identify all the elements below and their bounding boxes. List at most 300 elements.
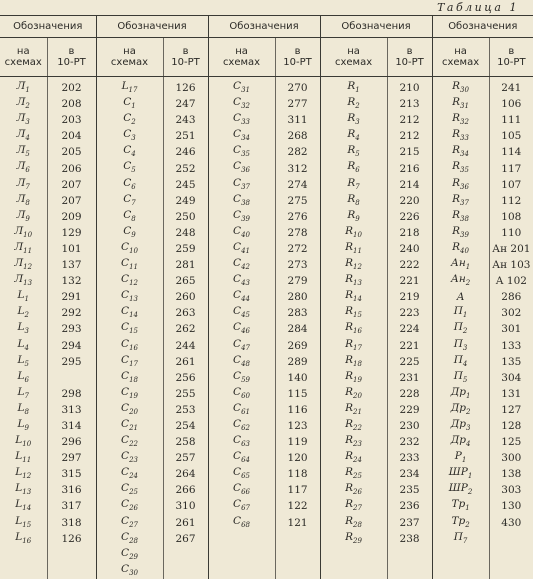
code-value: 207 [47, 177, 96, 193]
scheme-symbol: $R_{30}$ [432, 77, 489, 97]
scheme-symbol: $R_{18}$ [320, 354, 387, 370]
scheme-symbol: $П_3$ [432, 338, 489, 354]
code-value: 295 [47, 354, 96, 370]
code-value: А 102 [489, 273, 533, 289]
code-value: 310 [163, 498, 208, 514]
scheme-symbol: $П_2$ [432, 321, 489, 337]
table-row [0, 466, 533, 482]
scheme-symbol: $П_4$ [432, 354, 489, 370]
code-value: 315 [47, 466, 96, 482]
code-value: 246 [163, 144, 208, 160]
scheme-symbol: $R_5$ [320, 144, 387, 160]
table-row [0, 515, 533, 531]
code-value: 241 [489, 77, 533, 97]
scheme-symbol: $C_{68}$ [208, 515, 275, 531]
scheme-symbol [432, 547, 489, 563]
scheme-symbol: $R_{38}$ [432, 209, 489, 225]
table-caption: Таблица 1 [437, 1, 519, 14]
subheader-code: в 10-РТ [163, 38, 208, 77]
scheme-symbol: $R_{17}$ [320, 338, 387, 354]
code-value: 209 [47, 209, 96, 225]
code-value: 261 [163, 354, 208, 370]
group-header: Обозначения [208, 16, 320, 38]
scheme-symbol: $Л_4$ [16, 128, 30, 143]
scheme-symbol: $C_{15}$ [96, 321, 163, 337]
scheme-symbol: $C_{48}$ [208, 354, 275, 370]
scheme-symbol: $L_{11}$ [15, 450, 32, 465]
scheme-symbol: $Др_3$ [432, 418, 489, 434]
scheme-symbol: $Тр_2$ [432, 515, 489, 531]
scheme-symbol: $R_6$ [320, 160, 387, 176]
code-value: 277 [275, 96, 320, 112]
table-row [0, 563, 533, 579]
scheme-symbol: $C_{65}$ [208, 466, 275, 482]
code-value: Ан 103 [489, 257, 533, 273]
code-value: 272 [275, 241, 320, 257]
scheme-symbol: $R_{10}$ [320, 225, 387, 241]
table-row [0, 354, 533, 370]
scheme-symbol: $Ан_1$ [432, 257, 489, 273]
subheader-scheme: на схемах [432, 38, 489, 77]
table-row [0, 77, 533, 97]
scheme-symbol: $C_2$ [96, 112, 163, 128]
scheme-symbol: $C_{38}$ [208, 193, 275, 209]
scheme-symbol: $R_{20}$ [320, 386, 387, 402]
code-value: 231 [387, 370, 432, 386]
code-value: 221 [387, 338, 432, 354]
code-value: 296 [47, 434, 96, 450]
scheme-symbol: $C_4$ [96, 144, 163, 160]
table-row [0, 547, 533, 563]
code-value: 140 [275, 370, 320, 386]
table-row [0, 144, 533, 160]
table-row [0, 225, 533, 241]
subheader-row [0, 38, 533, 77]
scheme-symbol: $R_{23}$ [320, 434, 387, 450]
code-value: 218 [387, 225, 432, 241]
scheme-symbol: $L_6$ [17, 369, 29, 384]
code-value: 230 [387, 418, 432, 434]
scheme-symbol: $L_{13}$ [15, 482, 32, 497]
code-value: 258 [163, 434, 208, 450]
code-value: 311 [275, 112, 320, 128]
code-value: 254 [163, 418, 208, 434]
table-row [0, 338, 533, 354]
code-value: 259 [163, 241, 208, 257]
code-value: 205 [47, 144, 96, 160]
scheme-symbol [320, 547, 387, 563]
scheme-symbol: $C_8$ [96, 209, 163, 225]
scheme-symbol: $C_{22}$ [96, 434, 163, 450]
scheme-symbol: $R_{33}$ [432, 128, 489, 144]
scheme-symbol: $C_{14}$ [96, 305, 163, 321]
scheme-symbol: $L_{15}$ [15, 514, 32, 529]
scheme-symbol: $C_{47}$ [208, 338, 275, 354]
code-value: 274 [275, 177, 320, 193]
scheme-symbol: $C_7$ [96, 193, 163, 209]
scheme-symbol: $C_{44}$ [208, 289, 275, 305]
code-value: 262 [163, 321, 208, 337]
code-value: 126 [163, 77, 208, 97]
code-value [47, 370, 96, 386]
code-value: 273 [275, 257, 320, 273]
code-value: 125 [489, 434, 533, 450]
scheme-symbol: $C_{10}$ [96, 241, 163, 257]
code-value: 293 [47, 321, 96, 337]
scheme-symbol: $R_{26}$ [320, 482, 387, 498]
table-row [0, 193, 533, 209]
code-value: 108 [489, 209, 533, 225]
table-row [0, 370, 533, 386]
scheme-symbol: $C_{40}$ [208, 225, 275, 241]
scheme-symbol: $Л_3$ [16, 112, 30, 127]
scheme-symbol: $C_{26}$ [96, 498, 163, 514]
code-value: 282 [275, 144, 320, 160]
code-value: 263 [163, 305, 208, 321]
scheme-symbol: $C_{37}$ [208, 177, 275, 193]
scheme-symbol: $C_{18}$ [96, 370, 163, 386]
scheme-symbol: $C_{42}$ [208, 257, 275, 273]
code-value: 270 [275, 77, 320, 97]
code-value: 208 [47, 96, 96, 112]
scheme-symbol: $R_{32}$ [432, 112, 489, 128]
table-row [0, 482, 533, 498]
code-value [163, 547, 208, 563]
code-value: 304 [489, 370, 533, 386]
table-row [0, 386, 533, 402]
code-value: 226 [387, 209, 432, 225]
code-value: 234 [387, 466, 432, 482]
table-row [0, 434, 533, 450]
code-value: 261 [163, 515, 208, 531]
scheme-symbol: $L_{12}$ [15, 466, 32, 481]
code-value: 256 [163, 370, 208, 386]
scheme-symbol: $R_{28}$ [320, 515, 387, 531]
code-value: 317 [47, 498, 96, 514]
scheme-symbol: $R_{13}$ [320, 273, 387, 289]
scheme-symbol: $R_{29}$ [320, 531, 387, 547]
code-value: 252 [163, 160, 208, 176]
code-value: 244 [163, 338, 208, 354]
scheme-symbol: $C_{28}$ [96, 531, 163, 547]
code-value: 118 [275, 466, 320, 482]
code-value: 123 [275, 418, 320, 434]
scheme-symbol: $C_{59}$ [208, 370, 275, 386]
code-value: 112 [489, 193, 533, 209]
scheme-symbol: $Л_9$ [16, 208, 30, 223]
scheme-symbol: $Л_5$ [16, 144, 30, 159]
scheme-symbol: $Л_6$ [16, 160, 30, 175]
code-value: 117 [489, 160, 533, 176]
scheme-symbol: $R_9$ [320, 209, 387, 225]
code-value: 318 [47, 515, 96, 531]
scheme-symbol: $C_{30}$ [96, 563, 163, 579]
code-value [387, 563, 432, 579]
table-row [0, 177, 533, 193]
designations-table [0, 15, 533, 579]
scheme-symbol: $C_{17}$ [96, 354, 163, 370]
scheme-symbol: $C_{35}$ [208, 144, 275, 160]
table-row [0, 321, 533, 337]
scheme-symbol: $R_{16}$ [320, 321, 387, 337]
code-value: 257 [163, 450, 208, 466]
code-value: 213 [387, 96, 432, 112]
code-value [47, 547, 96, 563]
scheme-symbol: $R_{31}$ [432, 96, 489, 112]
code-value: 255 [163, 386, 208, 402]
scheme-symbol: $C_{67}$ [208, 498, 275, 514]
scheme-symbol: $L_{10}$ [15, 434, 32, 449]
scheme-symbol: $ШР_1$ [432, 466, 489, 482]
code-value: 219 [387, 289, 432, 305]
scheme-symbol [320, 563, 387, 579]
code-value: 207 [47, 193, 96, 209]
code-value [489, 531, 533, 547]
scheme-symbol: $R_4$ [320, 128, 387, 144]
code-value: 275 [275, 193, 320, 209]
code-value: 302 [489, 305, 533, 321]
code-value: 204 [47, 128, 96, 144]
scheme-symbol: $Л_{13}$ [14, 273, 33, 288]
code-value: 220 [387, 193, 432, 209]
scheme-symbol: $Л_8$ [16, 192, 30, 207]
code-value: 280 [275, 289, 320, 305]
group-header: Обозначения [320, 16, 432, 38]
code-value [489, 547, 533, 563]
scheme-symbol: $R_{27}$ [320, 498, 387, 514]
scheme-symbol: $C_{39}$ [208, 209, 275, 225]
scheme-symbol: $C_3$ [96, 128, 163, 144]
scheme-symbol [0, 563, 47, 579]
scheme-symbol: $C_{34}$ [208, 128, 275, 144]
code-value: 132 [47, 273, 96, 289]
scheme-symbol: $R_8$ [320, 193, 387, 209]
scheme-symbol: $R_3$ [320, 112, 387, 128]
code-value: 106 [489, 96, 533, 112]
code-value: 212 [387, 128, 432, 144]
code-value: 238 [387, 531, 432, 547]
code-value: 430 [489, 515, 533, 531]
code-value: 224 [387, 321, 432, 337]
group-header-row [0, 16, 533, 38]
code-value: 279 [275, 273, 320, 289]
scheme-symbol: $C_{23}$ [96, 450, 163, 466]
code-value: 221 [387, 273, 432, 289]
code-value: 281 [163, 257, 208, 273]
code-value: 232 [387, 434, 432, 450]
scheme-symbol: $R_{39}$ [432, 225, 489, 241]
code-value: 206 [47, 160, 96, 176]
subheader-scheme: на схемах [0, 38, 47, 77]
code-value: 216 [387, 160, 432, 176]
table-row [0, 112, 533, 128]
code-value: 291 [47, 289, 96, 305]
scheme-symbol: $C_{60}$ [208, 386, 275, 402]
scheme-symbol: $Л_1$ [16, 80, 30, 95]
code-value: 228 [387, 386, 432, 402]
code-value: 269 [275, 338, 320, 354]
scheme-symbol: $П_5$ [432, 370, 489, 386]
subheader-scheme: на схемах [208, 38, 275, 77]
table-row [0, 305, 533, 321]
scheme-symbol: $R_{14}$ [320, 289, 387, 305]
code-value: 202 [47, 77, 96, 97]
code-value: 247 [163, 96, 208, 112]
scheme-symbol: $Л_{11}$ [14, 240, 33, 256]
code-value: 250 [163, 209, 208, 225]
scheme-symbol: $Др_1$ [432, 386, 489, 402]
scheme-symbol: $ШР_2$ [432, 482, 489, 498]
group-header: Обозначения [432, 16, 533, 38]
scheme-symbol: $R_{40}$ [432, 241, 489, 257]
code-value: 240 [387, 241, 432, 257]
scheme-symbol [432, 563, 489, 579]
scheme-symbol: $C_{29}$ [96, 547, 163, 563]
table-row [0, 128, 533, 144]
scheme-symbol: $P_1$ [432, 450, 489, 466]
scheme-symbol: $Л_{10}$ [14, 224, 33, 239]
scheme-symbol: $C_{32}$ [208, 96, 275, 112]
code-value: 283 [275, 305, 320, 321]
code-value [387, 547, 432, 563]
code-value: 126 [47, 531, 96, 547]
code-value: 110 [489, 225, 533, 241]
scheme-symbol: $R_{19}$ [320, 370, 387, 386]
code-value: 115 [275, 386, 320, 402]
subheader-scheme: на схемах [320, 38, 387, 77]
scheme-symbol: $C_{12}$ [96, 273, 163, 289]
code-value: 267 [163, 531, 208, 547]
code-value: 133 [489, 338, 533, 354]
scheme-symbol: $C_{46}$ [208, 321, 275, 337]
scheme-symbol: $C_{21}$ [96, 418, 163, 434]
table-row [0, 241, 533, 257]
scheme-symbol: $C_9$ [96, 225, 163, 241]
subheader-code: в 10-РТ [47, 38, 96, 77]
code-value: 117 [275, 482, 320, 498]
subheader-scheme: на схемах [96, 38, 163, 77]
code-value: 316 [47, 482, 96, 498]
code-value: 128 [489, 418, 533, 434]
scheme-symbol: $R_7$ [320, 177, 387, 193]
table-row [0, 498, 533, 514]
scheme-symbol [0, 547, 47, 563]
code-value: 222 [387, 257, 432, 273]
scheme-symbol: $C_{11}$ [96, 257, 163, 273]
code-value: 203 [47, 112, 96, 128]
table-row [0, 209, 533, 225]
code-value: 314 [47, 418, 96, 434]
scheme-symbol: $Л_2$ [16, 96, 30, 111]
code-value: 298 [47, 386, 96, 402]
scheme-symbol: $П_7$ [432, 531, 489, 547]
code-value: 137 [47, 257, 96, 273]
code-value: 245 [163, 177, 208, 193]
code-value: 266 [163, 482, 208, 498]
scheme-symbol: $L_{17}$ [96, 77, 163, 97]
scheme-symbol: $C_{36}$ [208, 160, 275, 176]
code-value: 212 [387, 112, 432, 128]
scheme-symbol: $Л_{12}$ [14, 257, 33, 272]
code-value: 229 [387, 402, 432, 418]
scheme-symbol: $R_1$ [320, 77, 387, 97]
scheme-symbol: $C_{20}$ [96, 402, 163, 418]
code-value: 107 [489, 177, 533, 193]
scheme-symbol: $R_{25}$ [320, 466, 387, 482]
code-value: 312 [275, 160, 320, 176]
code-value: 303 [489, 482, 533, 498]
scheme-symbol: $Тр_1$ [432, 498, 489, 514]
scheme-symbol: $L_7$ [17, 385, 29, 400]
scheme-symbol: $L_4$ [17, 337, 29, 352]
code-value: 121 [275, 515, 320, 531]
code-value: 225 [387, 354, 432, 370]
code-value: 235 [387, 482, 432, 498]
scheme-symbol: $Др_2$ [432, 402, 489, 418]
code-value: 286 [489, 289, 533, 305]
code-value: Ан 201 [489, 241, 533, 257]
scheme-symbol: $П_1$ [432, 305, 489, 321]
code-value: 265 [163, 273, 208, 289]
code-value: 210 [387, 77, 432, 97]
scheme-symbol: $L_2$ [17, 305, 29, 320]
scheme-symbol: $Ан_2$ [432, 273, 489, 289]
code-value: 313 [47, 402, 96, 418]
scheme-symbol [208, 531, 275, 547]
table-row [0, 160, 533, 176]
code-value: 138 [489, 466, 533, 482]
table-row [0, 402, 533, 418]
scheme-symbol: $R_{15}$ [320, 305, 387, 321]
scheme-symbol: $R_2$ [320, 96, 387, 112]
code-value: 236 [387, 498, 432, 514]
table-body [0, 77, 533, 579]
scheme-symbol [208, 547, 275, 563]
code-value: 297 [47, 450, 96, 466]
code-value: 135 [489, 354, 533, 370]
code-value: 119 [275, 434, 320, 450]
table-row [0, 531, 533, 547]
scheme-symbol: $L_{14}$ [15, 498, 32, 513]
code-value: 278 [275, 225, 320, 241]
scheme-symbol: $C_{25}$ [96, 482, 163, 498]
scheme-symbol: $C_{66}$ [208, 482, 275, 498]
scheme-symbol: $L_{16}$ [15, 530, 32, 545]
scheme-symbol: $L_3$ [17, 321, 29, 336]
code-value: 223 [387, 305, 432, 321]
scheme-symbol: $L_5$ [17, 353, 29, 368]
scheme-symbol: $R_{11}$ [320, 241, 387, 257]
scheme-symbol: $C_{31}$ [208, 77, 275, 97]
code-value: 284 [275, 321, 320, 337]
code-value [275, 531, 320, 547]
code-value: 122 [275, 498, 320, 514]
scheme-symbol: $R_{22}$ [320, 418, 387, 434]
code-value: 253 [163, 402, 208, 418]
scheme-symbol: $R_{12}$ [320, 257, 387, 273]
scheme-symbol: $C_{13}$ [96, 289, 163, 305]
scheme-symbol: $C_{19}$ [96, 386, 163, 402]
subheader-code: в 10-РТ [387, 38, 432, 77]
code-value [275, 563, 320, 579]
scheme-symbol [208, 563, 275, 579]
scheme-symbol: $C_{16}$ [96, 338, 163, 354]
code-value: 105 [489, 128, 533, 144]
code-value: 120 [275, 450, 320, 466]
group-header: Обозначения [96, 16, 208, 38]
code-value: 264 [163, 466, 208, 482]
scheme-symbol: $R_{37}$ [432, 193, 489, 209]
